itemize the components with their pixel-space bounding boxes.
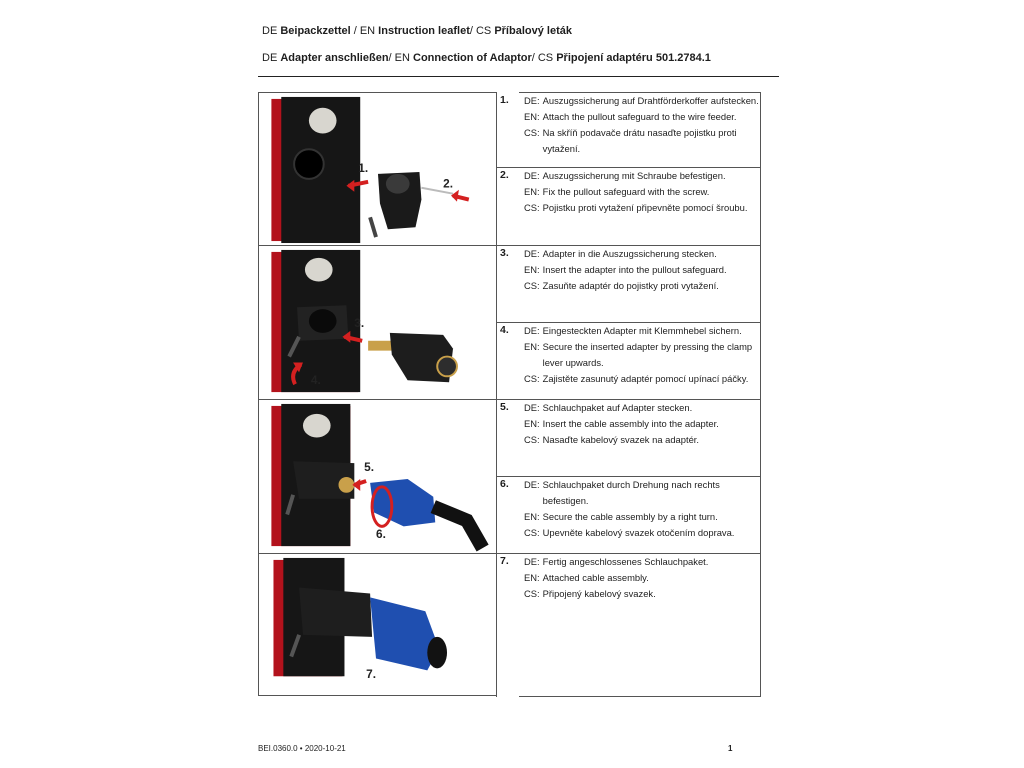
instruction-text: Připojený kabelový svazek. xyxy=(542,588,656,599)
instruction-text: Attach the pullout safeguard to the wire feeder. xyxy=(542,111,737,122)
adapter-mounted xyxy=(299,588,372,637)
figure-box-steps-1-2 xyxy=(258,92,497,246)
language-code: CS: xyxy=(524,588,540,599)
instruction-text: Insert the cable assembly into the adapter. xyxy=(542,418,719,429)
language-code: CS: xyxy=(524,202,540,213)
step-number: 6. xyxy=(500,478,509,490)
instruction-line xyxy=(524,262,762,278)
figure-label-1: 1. xyxy=(358,160,369,175)
arrow-2 xyxy=(451,190,459,202)
language-code: CS: xyxy=(524,434,540,445)
step-instructions xyxy=(524,323,762,387)
instruction-line xyxy=(524,339,762,371)
instruction-text: Auszugssicherung mit Schraube befestigen. xyxy=(542,170,726,181)
language-code: DE: xyxy=(524,95,540,106)
instruction-text: Secure the inserted adapter by pressing the clamp lever upwards. xyxy=(542,341,753,368)
panel-socket xyxy=(309,108,337,134)
language-code: EN: xyxy=(524,341,540,352)
instruction-text: Zasuňte adaptér do pojistky proti vytažení. xyxy=(542,280,719,291)
language-code: CS: xyxy=(524,280,540,291)
instruction-line xyxy=(524,554,762,570)
figure-label-3: 3. xyxy=(354,315,365,330)
instruction-line xyxy=(524,200,762,216)
figure-steps-1-2 xyxy=(259,93,496,245)
step-instructions xyxy=(524,477,762,541)
step-number: 2. xyxy=(500,169,509,181)
header-title-line xyxy=(262,25,572,37)
step-instructions xyxy=(524,400,762,448)
language-code: CS: xyxy=(524,527,540,538)
instruction-line xyxy=(524,125,762,157)
instruction-text: Adapter in die Auszugssicherung stecken. xyxy=(542,248,717,259)
figure-label-7: 7. xyxy=(366,667,377,682)
cable-hose xyxy=(433,507,482,548)
header-segment: / EN xyxy=(350,25,379,37)
language-code: DE: xyxy=(524,402,540,413)
instruction-line xyxy=(524,570,762,586)
figure-box-steps-5-6 xyxy=(258,399,497,554)
figure-box-steps-3-4 xyxy=(258,245,497,400)
cable-connector xyxy=(427,637,447,669)
instruction-line xyxy=(524,168,762,184)
header-segment: DE xyxy=(262,25,281,37)
panel-socket xyxy=(303,414,331,438)
language-code: EN: xyxy=(524,186,540,197)
instruction-line xyxy=(524,109,762,125)
instruction-line xyxy=(524,477,762,509)
instruction-line xyxy=(524,586,762,602)
step-number: 5. xyxy=(500,401,509,413)
header-segment: Instruction leaflet xyxy=(378,25,470,37)
language-code: EN: xyxy=(524,264,540,275)
language-code: DE: xyxy=(524,556,540,567)
instruction-line xyxy=(524,93,762,109)
language-code: EN: xyxy=(524,511,540,522)
instruction-text: Na skříň podavače drátu nasaďte pojistku proti vytažení. xyxy=(542,127,737,154)
language-code: DE: xyxy=(524,248,540,259)
instruction-line xyxy=(524,323,762,339)
language-code: CS: xyxy=(524,373,540,384)
figure-step-7 xyxy=(259,554,496,695)
instruction-text: Eingesteckten Adapter mit Klemmhebel sichern. xyxy=(542,325,742,336)
header-segment: Connection of Adaptor xyxy=(413,52,532,64)
panel-socket xyxy=(305,258,333,282)
instruction-line xyxy=(524,416,762,432)
step-number: 3. xyxy=(500,247,509,259)
language-code: EN: xyxy=(524,418,540,429)
header-segment: Připojení adaptéru 501.2784.1 xyxy=(556,52,711,64)
instruction-line xyxy=(524,246,762,262)
step-number: 4. xyxy=(500,324,509,336)
instruction-text: Auszugssicherung auf Drahtförderkoffer aufstecken. xyxy=(542,95,759,106)
figure-label-5: 5. xyxy=(364,460,375,475)
figure-box-step-7 xyxy=(258,553,497,696)
header-segment: Adapter anschließen xyxy=(280,52,389,64)
language-code: DE: xyxy=(524,325,540,336)
step-instructions xyxy=(524,93,762,157)
page-number: 1 xyxy=(728,744,733,753)
language-code: DE: xyxy=(524,170,540,181)
figure-label-4: 4. xyxy=(310,373,321,388)
instruction-line xyxy=(524,371,762,387)
instruction-line xyxy=(524,509,762,525)
step-instructions xyxy=(524,554,762,602)
header-segment: / CS xyxy=(531,52,557,64)
instruction-text: Insert the adapter into the pullout safeguard. xyxy=(542,264,727,275)
instruction-text: Fix the pullout safeguard with the screw. xyxy=(542,186,710,197)
panel-hole xyxy=(294,149,324,179)
document-code: BEI.0360.0 • 2020-10-21 xyxy=(258,744,346,753)
figure-steps-5-6 xyxy=(259,400,496,553)
instruction-line xyxy=(524,525,762,541)
instruction-text: Schlauchpaket durch Drehung nach rechts befestigen. xyxy=(542,479,720,506)
instruction-line xyxy=(524,432,762,448)
instruction-text: Secure the cable assembly by a right turn. xyxy=(542,511,718,522)
step-instructions xyxy=(524,168,762,216)
instruction-text: Fertig angeschlossenes Schlauchpaket. xyxy=(542,556,709,567)
header-segment: / CS xyxy=(469,25,495,37)
adapter-brass-tip xyxy=(368,341,392,351)
language-code: EN: xyxy=(524,572,540,583)
step-instructions xyxy=(524,246,762,294)
header-segment: Beipackzettel xyxy=(280,25,351,37)
instruction-line xyxy=(524,278,762,294)
instruction-text: Upevněte kabelový svazek otočením doprava. xyxy=(542,527,735,538)
clamp-lever xyxy=(370,217,376,237)
step-number: 7. xyxy=(500,555,509,567)
language-code: EN: xyxy=(524,111,540,122)
figure-label-6: 6. xyxy=(376,527,386,542)
figure-steps-3-4 xyxy=(259,246,496,399)
instruction-text: Zajistěte zasunutý adaptér pomocí upínací páčky. xyxy=(542,373,749,384)
header-segment: DE xyxy=(262,52,281,64)
instruction-text: Attached cable assembly. xyxy=(542,572,649,583)
figure-label-2: 2. xyxy=(443,176,454,191)
header-segment: Příbalový leták xyxy=(494,25,572,37)
step-number: 1. xyxy=(500,94,509,106)
instruction-text: Schlauchpaket auf Adapter stecken. xyxy=(542,402,693,413)
instruction-text: Nasaďte kabelový svazek na adaptér. xyxy=(542,434,700,445)
instruction-line xyxy=(524,400,762,416)
header-segment: / EN xyxy=(388,52,413,64)
instruction-text: Pojistku proti vytažení připevněte pomocí šroubu. xyxy=(542,202,748,213)
instruction-line xyxy=(524,184,762,200)
step-number-column xyxy=(496,92,520,697)
header-divider xyxy=(258,76,779,77)
language-code: DE: xyxy=(524,479,540,490)
header-subtitle-line xyxy=(262,52,711,64)
language-code: CS: xyxy=(524,127,540,138)
